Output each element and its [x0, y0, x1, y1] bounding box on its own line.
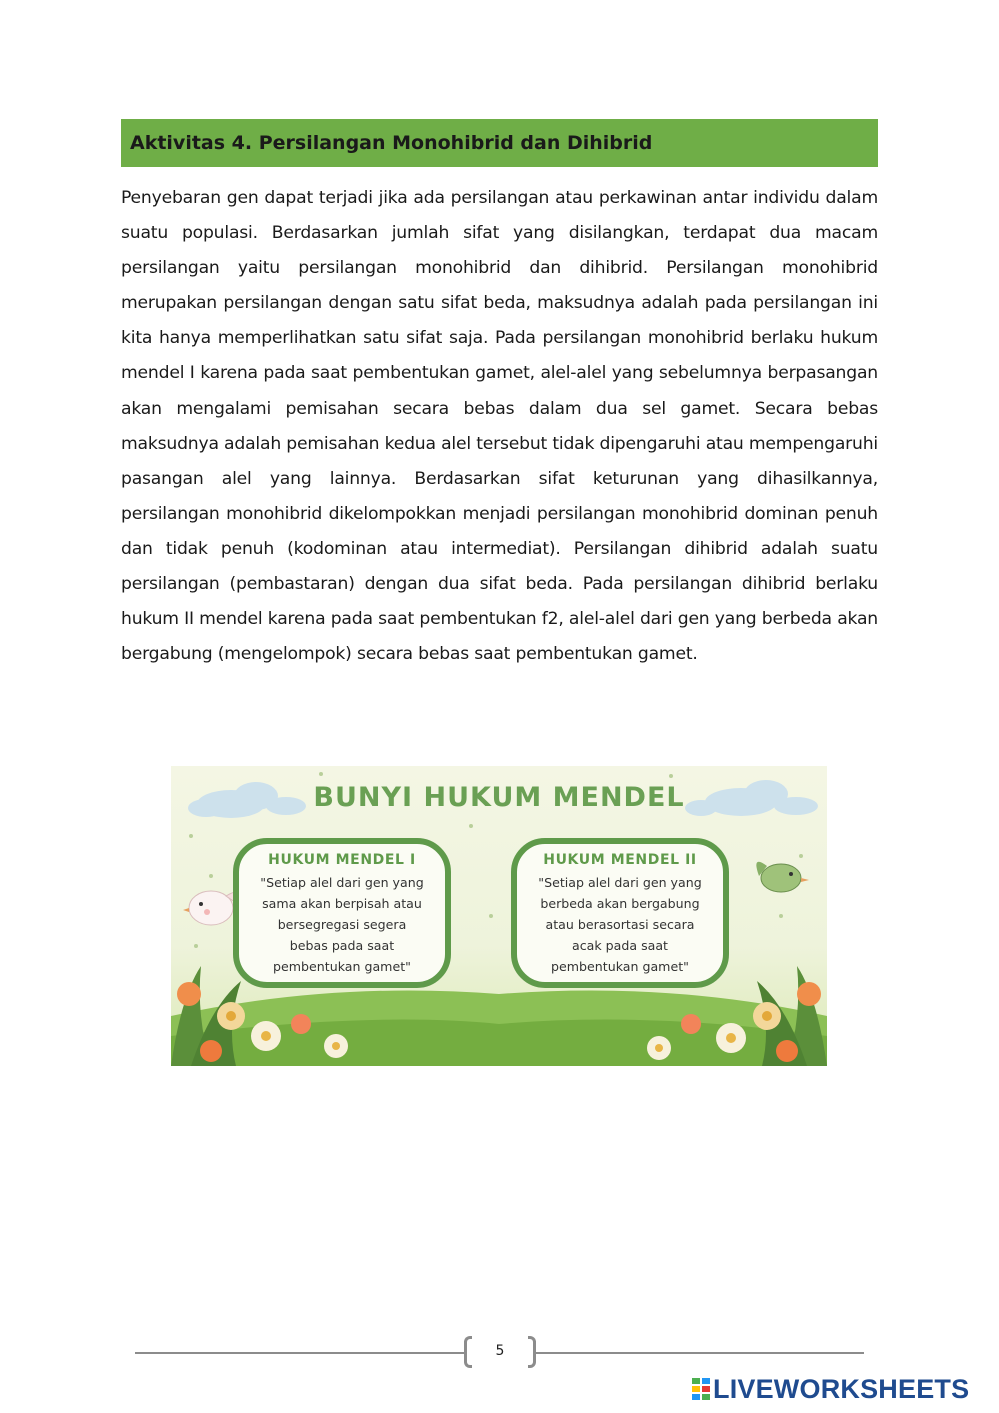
poster-title: BUNYI HUKUM MENDEL — [313, 782, 685, 813]
mendel-law-2-card — [511, 838, 729, 988]
mendel-law-1-text: "Setiap alel dari gen yang sama akan berpisah atau bersegregasi segera bebas pada saat pembentukan gamet" — [260, 875, 424, 974]
mendel-law-2-title: HUKUM MENDEL II — [543, 852, 697, 868]
body-paragraph: Penyebaran gen dapat terjadi jika ada persilangan atau perkawinan antar individu dalam suatu populasi. Berdasarkan jumlah sifat yang disilangkan, terdapat dua macam persilangan yaitu persilangan monohibrid dan dihibrid. Persilangan monohibrid merupakan persilangan dengan satu sifat beda, maksudnya adalah pada persilangan ini kita hanya memperlihatkan satu sifat saja. Pada persilangan monohibrid berlaku hukum mendel I karena pada saat pembentukan gamet, alel-alel yang sebelumnya berpasangan akan mengalami pemisahan secara bebas dalam dua sel gamet. Secara bebas maksudnya adalah pemisahan kedua alel tersebut tidak dipengaruhi atau mempengaruhi pasangan alel yang lainnya. Berdasarkan sifat keturunan yang dihasilkannya, persilangan monohibrid dikelompokkan menjadi persilangan monohibrid dominan penuh dan tidak penuh (kodominan atau intermediat). Persilangan dihibrid adalah suatu persilangan (pembastaran) dengan dua sifat beda. Pada persilangan dihibrid berlaku hukum II mendel karena pada saat pembentukan f2, alel-alel dari gen yang berbeda akan bergabung (mengelompok) secara bebas saat pembentukan gamet. — [121, 188, 878, 665]
section-heading: Aktivitas 4. Persilangan Monohibrid dan Dihibrid — [121, 119, 878, 167]
mendel-law-2-text: "Setiap alel dari gen yang berbeda akan bergabung atau berasortasi secara acak pada saat pembentukan gamet" — [538, 875, 702, 974]
mendel-law-1-card — [233, 838, 451, 988]
green-bird-icon — [756, 862, 809, 892]
page-number: 5 — [495, 1343, 505, 1359]
footer-bracket-right — [528, 1336, 536, 1368]
footer-divider-left — [135, 1352, 464, 1354]
mendel-law-poster — [171, 766, 827, 1066]
footer-divider-right — [536, 1352, 864, 1354]
mendel-law-1-title: HUKUM MENDEL I — [268, 852, 416, 868]
watermark-text: LIVEWORKSHEETS — [713, 1373, 970, 1404]
footer-bracket-left — [464, 1336, 472, 1368]
liveworksheets-watermark — [692, 1372, 969, 1406]
liveworksheets-logo-icon — [692, 1378, 710, 1400]
